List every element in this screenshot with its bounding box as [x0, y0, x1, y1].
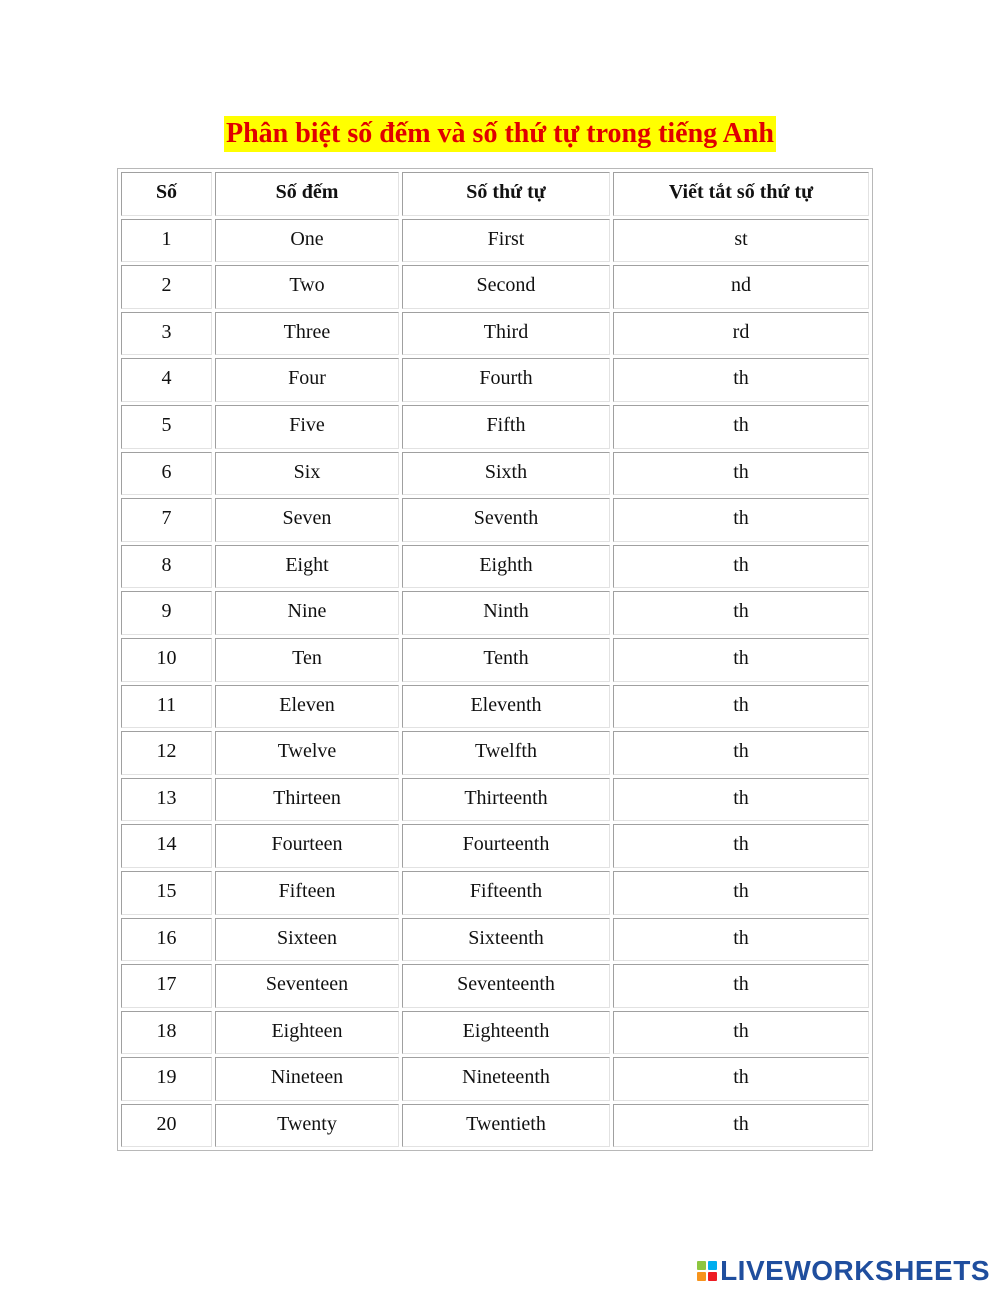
cell-cardinal: Twenty	[215, 1104, 399, 1148]
cell-number: 16	[121, 918, 212, 962]
header-so-dem: Số đếm	[215, 172, 399, 216]
title-container	[0, 116, 1000, 152]
cell-abbreviation: th	[613, 871, 869, 915]
cell-abbreviation: th	[613, 964, 869, 1008]
cell-number: 7	[121, 498, 212, 542]
cell-cardinal: One	[215, 219, 399, 263]
cell-ordinal: Twelfth	[402, 731, 610, 775]
cell-cardinal: Eleven	[215, 685, 399, 729]
cell-number: 2	[121, 265, 212, 309]
cell-ordinal: Fifth	[402, 405, 610, 449]
cell-number: 18	[121, 1011, 212, 1055]
cell-ordinal: Seventeenth	[402, 964, 610, 1008]
table-header-row	[121, 172, 869, 216]
table-row	[121, 405, 869, 449]
cell-ordinal: Third	[402, 312, 610, 356]
cell-number: 8	[121, 545, 212, 589]
cell-ordinal: Eighth	[402, 545, 610, 589]
cell-cardinal: Six	[215, 452, 399, 496]
table-row	[121, 265, 869, 309]
table-row	[121, 452, 869, 496]
cell-ordinal: Seventh	[402, 498, 610, 542]
cell-ordinal: Tenth	[402, 638, 610, 682]
cell-number: 4	[121, 358, 212, 402]
cell-cardinal: Fifteen	[215, 871, 399, 915]
cell-cardinal: Nine	[215, 591, 399, 635]
cell-ordinal: Fourth	[402, 358, 610, 402]
cell-abbreviation: th	[613, 358, 869, 402]
numbers-table	[118, 169, 872, 1150]
cell-ordinal: Fourteenth	[402, 824, 610, 868]
logo-block	[697, 1272, 706, 1281]
cell-abbreviation: th	[613, 498, 869, 542]
cell-number: 5	[121, 405, 212, 449]
logo-blocks-icon	[697, 1261, 717, 1281]
cell-abbreviation: th	[613, 1011, 869, 1055]
cell-cardinal: Fourteen	[215, 824, 399, 868]
table-row	[121, 871, 869, 915]
cell-ordinal: Eighteenth	[402, 1011, 610, 1055]
cell-number: 1	[121, 219, 212, 263]
cell-abbreviation: th	[613, 405, 869, 449]
cell-ordinal: Nineteenth	[402, 1057, 610, 1101]
cell-number: 13	[121, 778, 212, 822]
cell-cardinal: Seventeen	[215, 964, 399, 1008]
cell-number: 15	[121, 871, 212, 915]
table-row	[121, 1011, 869, 1055]
header-so-thu-tu: Số thứ tự	[402, 172, 610, 216]
cell-abbreviation: th	[613, 452, 869, 496]
cell-cardinal: Eight	[215, 545, 399, 589]
cell-number: 19	[121, 1057, 212, 1101]
cell-abbreviation: rd	[613, 312, 869, 356]
cell-cardinal: Ten	[215, 638, 399, 682]
cell-ordinal: Eleventh	[402, 685, 610, 729]
cell-ordinal: Sixteenth	[402, 918, 610, 962]
cell-ordinal: First	[402, 219, 610, 263]
cell-cardinal: Twelve	[215, 731, 399, 775]
table-row	[121, 498, 869, 542]
cell-ordinal: Sixth	[402, 452, 610, 496]
table-row	[121, 731, 869, 775]
table-row	[121, 1057, 869, 1101]
cell-number: 20	[121, 1104, 212, 1148]
logo-block	[708, 1261, 717, 1270]
cell-abbreviation: th	[613, 638, 869, 682]
header-so: Số	[121, 172, 212, 216]
page-title: Phân biệt số đếm và số thứ tự trong tiếng Anh	[224, 116, 776, 152]
cell-abbreviation: th	[613, 685, 869, 729]
cell-abbreviation: th	[613, 918, 869, 962]
cell-abbreviation: th	[613, 545, 869, 589]
table-row	[121, 358, 869, 402]
numbers-table-frame	[117, 168, 873, 1151]
table-row	[121, 545, 869, 589]
cell-cardinal: Three	[215, 312, 399, 356]
table-row	[121, 219, 869, 263]
cell-ordinal: Twentieth	[402, 1104, 610, 1148]
cell-cardinal: Seven	[215, 498, 399, 542]
cell-cardinal: Eighteen	[215, 1011, 399, 1055]
cell-number: 10	[121, 638, 212, 682]
header-viet-tat: Viết tắt số thứ tự	[613, 172, 869, 216]
table-body	[121, 219, 869, 1148]
table-row	[121, 964, 869, 1008]
cell-cardinal: Thirteen	[215, 778, 399, 822]
cell-abbreviation: nd	[613, 265, 869, 309]
cell-abbreviation: th	[613, 778, 869, 822]
cell-abbreviation: th	[613, 1104, 869, 1148]
cell-abbreviation: st	[613, 219, 869, 263]
cell-abbreviation: th	[613, 731, 869, 775]
logo-text: LIVEWORKSHEETS	[720, 1255, 990, 1286]
logo-block	[697, 1261, 706, 1270]
table-row	[121, 778, 869, 822]
cell-cardinal: Two	[215, 265, 399, 309]
cell-number: 12	[121, 731, 212, 775]
table-row	[121, 918, 869, 962]
cell-cardinal: Five	[215, 405, 399, 449]
cell-ordinal: Fifteenth	[402, 871, 610, 915]
cell-abbreviation: th	[613, 824, 869, 868]
cell-cardinal: Sixteen	[215, 918, 399, 962]
cell-number: 17	[121, 964, 212, 1008]
cell-abbreviation: th	[613, 591, 869, 635]
table-row	[121, 824, 869, 868]
cell-abbreviation: th	[613, 1057, 869, 1101]
table-row	[121, 685, 869, 729]
cell-cardinal: Nineteen	[215, 1057, 399, 1101]
cell-number: 14	[121, 824, 212, 868]
cell-number: 9	[121, 591, 212, 635]
cell-ordinal: Thirteenth	[402, 778, 610, 822]
cell-cardinal: Four	[215, 358, 399, 402]
cell-ordinal: Second	[402, 265, 610, 309]
table-row	[121, 591, 869, 635]
table-row	[121, 1104, 869, 1148]
cell-number: 11	[121, 685, 212, 729]
table-row	[121, 638, 869, 682]
liveworksheets-logo	[697, 1256, 990, 1286]
cell-number: 3	[121, 312, 212, 356]
cell-number: 6	[121, 452, 212, 496]
logo-block	[708, 1272, 717, 1281]
cell-ordinal: Ninth	[402, 591, 610, 635]
table-row	[121, 312, 869, 356]
